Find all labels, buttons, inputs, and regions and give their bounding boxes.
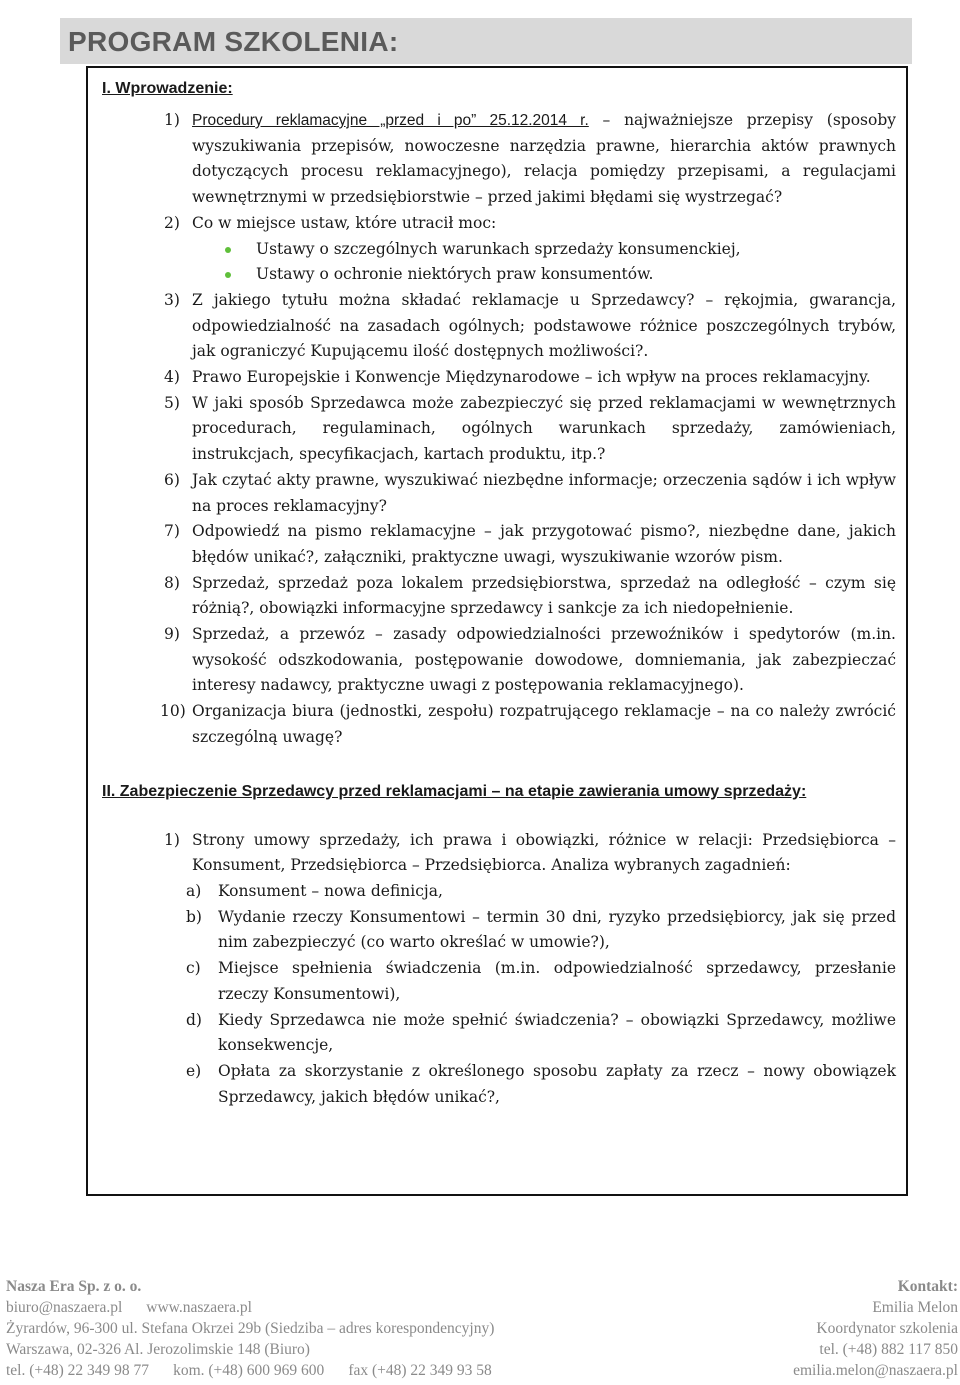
list-item <box>102 828 896 879</box>
bullet-text: Ustawy o ochronie niektórych praw konsumentów. <box>256 265 654 284</box>
footer-contact-info <box>793 1276 958 1381</box>
company-tel: tel. (+48) 22 349 98 77 <box>6 1362 150 1379</box>
item-text: Z jakiego tytułu można składać reklamacje u Sprzedawcy? – rękojmia, gwarancja, odpowiedzialność na zasadach ogólnych; podstawowe różnice poszczególnych trybów, jak ograniczyć Kupującemu ilość dostępnych możliwości?. <box>192 290 896 361</box>
sub-item <box>102 879 896 905</box>
sub-item-letter: a) <box>186 881 202 900</box>
sub-item-text: Kiedy Sprzedawca nie może spełnić świadczenia? – obowiązki Sprzedawcy, możliwe konsekwencje, <box>218 1010 896 1055</box>
item-text: W jaki sposób Sprzedawca może zabezpieczyć się przed reklamacjami w wewnętrznych procedurach, regulaminach, ogólnych warunkach sprzedaży, zamówieniach, instrukcjach, specyfikacjach, kartach produktu, itp.? <box>192 393 896 464</box>
item-number: 8) <box>164 573 180 592</box>
company-name: Nasza Era Sp. z o. o. <box>6 1278 142 1295</box>
document-body <box>102 78 896 1110</box>
sub-item-letter: c) <box>186 959 201 978</box>
list-item <box>102 519 896 570</box>
item-text: Co w miejsce ustaw, które utracił moc: <box>192 213 497 232</box>
list-item <box>102 571 896 622</box>
sub-item <box>102 1059 896 1110</box>
sub-item <box>102 1008 896 1059</box>
company-website[interactable]: www.naszaera.pl <box>146 1299 252 1316</box>
bullet-icon <box>225 247 231 253</box>
contact-label: Kontakt: <box>897 1278 958 1295</box>
sub-item-letter: b) <box>186 907 202 926</box>
section-1-heading: I. Wprowadzenie: <box>102 80 233 97</box>
item-number: 2) <box>164 213 180 232</box>
list-item <box>102 108 896 211</box>
page-title: PROGRAM SZKOLENIA: <box>68 26 399 57</box>
company-email[interactable]: biuro@naszaera.pl <box>6 1299 123 1316</box>
bullet-item <box>102 237 896 263</box>
bullet-text: Ustawy o szczególnych warunkach sprzedaży konsumenckiej, <box>256 239 741 258</box>
item-text: Odpowiedź na pismo reklamacyjne – jak przygotować pismo?, niezbędne dane, jakich błędów unikać?, załączniki, praktyczne uwagi, wyszukiwanie wzorów pism. <box>192 522 896 566</box>
item-number: 5) <box>164 393 180 412</box>
sub-item <box>102 956 896 1007</box>
bullet-item <box>102 262 896 288</box>
item-text: – najważniejsze przepisy (sposoby wyszukiwania przepisów, nowoczesne narzędzia prawne, hierarchia aktów prawnych dotyczących procesu reklamacyjnego), relacja pomiędzy przepisami, a regulacjami wewnętrznymi w przedsiębiorstwie – przed jakimi błędami się wystrzegać? <box>192 111 897 207</box>
sub-item-text: Miejsce spełnienia świadczenia (m.in. odpowiedzialność sprzedawcy, przesłanie rzeczy Konsumentowi), <box>218 959 896 1003</box>
item-number: 1) <box>164 830 180 849</box>
item-text: Jak czytać akty prawne, wyszukiwać niezbędne informacje; orzeczenia sądów i ich wpływ na proces reklamacyjny? <box>192 470 896 515</box>
sub-item <box>102 905 896 956</box>
sub-item-letter: e) <box>186 1061 202 1080</box>
item-number: 3) <box>164 290 180 309</box>
contact-tel: tel. (+48) 882 117 850 <box>819 1341 958 1358</box>
list-item <box>102 468 896 519</box>
list-item <box>102 391 896 468</box>
section-2-heading: II. Zabezpieczenie Sprzedawcy przed reklamacjami – na etapie zawierania umowy sprzedaży: <box>102 782 807 800</box>
sub-item-text: Opłata za skorzystanie z określonego sposobu zapłaty za rzecz – nowy obowiązek Sprzedawcy, jakich błędów unikać?, <box>218 1061 896 1106</box>
sub-item-letter: d) <box>186 1010 202 1029</box>
list-item <box>102 211 896 237</box>
contact-email[interactable]: emilia.melon@naszaera.pl <box>793 1362 958 1379</box>
item-text: Prawo Europejskie i Konwencje Międzynarodowe – ich wpływ na proces reklamacyjny. <box>192 368 871 387</box>
header-banner <box>60 18 912 64</box>
address-biuro: Warszawa, 02-326 Al. Jerozolimskie 148 (Biuro) <box>6 1341 310 1358</box>
item-number: 7) <box>164 522 180 541</box>
list-item <box>102 622 896 699</box>
item-underlined-title: Procedury reklamacyjne „przed i po” 25.12.2014 r. <box>192 112 589 129</box>
company-fax: fax (+48) 22 349 93 58 <box>348 1362 492 1379</box>
sub-item-text: Wydanie rzeczy Konsumentowi – termin 30 dni, ryzyko przedsiębiorcy, jak się przed nim zabezpieczyć (co warto określać w umowie?), <box>218 907 896 952</box>
item-number: 6) <box>164 470 180 489</box>
item-text: Organizacja biura (jednostki, zespołu) rozpatrującego reklamacje – na co należy zwrócić szczególną uwagę? <box>192 702 896 746</box>
bullet-icon <box>225 272 231 278</box>
contact-role: Koordynator szkolenia <box>816 1320 958 1337</box>
address-siedziba: Żyrardów, 96-300 ul. Stefana Okrzei 29b (Siedziba – adres korespondencyjny) <box>6 1320 495 1337</box>
item-number: 10) <box>160 702 186 721</box>
item-number: 1) <box>164 111 180 129</box>
list-item <box>102 699 896 750</box>
item-number: 4) <box>164 368 180 387</box>
item-text: Sprzedaż, sprzedaż poza lokalem przedsiębiorstwa, sprzedaż na odległość – czym się różnią?, obowiązki informacyjne sprzedawcy i sankcje za ich niedopełnienie. <box>192 573 896 618</box>
list-item <box>102 365 896 391</box>
list-item <box>102 288 896 365</box>
item-text: Sprzedaż, a przewóz – zasady odpowiedzialności przewoźników i spedytorów (m.in. wysokość odszkodowania, postępowanie dowodowe, domniemania, jak zabezpieczać interesy nadawcy, praktyczne uwagi z postępowania reklamacyjnego). <box>192 625 896 695</box>
sub-item-text: Konsument – nowa definicja, <box>218 881 443 900</box>
item-text: Strony umowy sprzedaży, ich prawa i obowiązki, różnice w relacji: Przedsiębiorca – Konsument, Przedsiębiorca – Przedsiębiorca. Analiza wybranych zagadnień: <box>192 830 896 875</box>
item-number: 9) <box>164 625 180 644</box>
contact-name: Emilia Melon <box>872 1299 958 1316</box>
company-kom: kom. (+48) 600 969 600 <box>173 1362 325 1379</box>
footer-company-info <box>6 1276 494 1381</box>
